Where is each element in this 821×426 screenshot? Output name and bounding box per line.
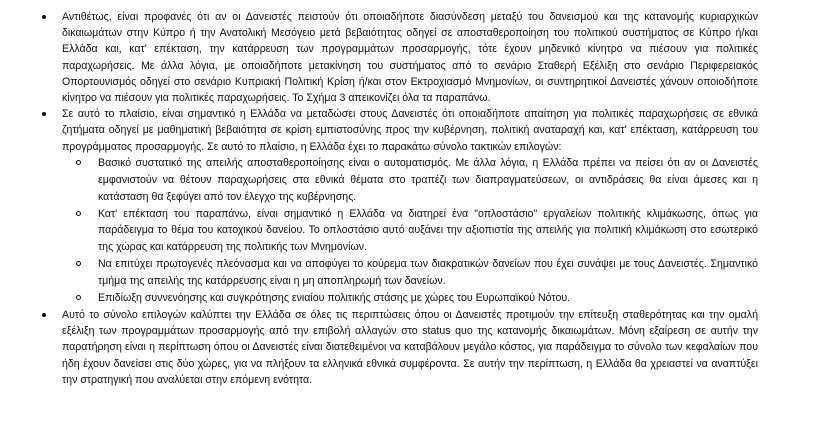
sub-bullet-item: [98, 155, 758, 206]
sub-bullet-text: Να επιτύχει πρωτογενές πλεόνασμα και να αποφύγει το κούρεμα των διακρατικών δανείων που έχει συνάψει με τους Δανειστές. Σημαντικό τμήμα της απειλής της κατάρρευσης είναι η μη αποπληρωμή των δανείων.: [98, 258, 758, 288]
sub-bullet-text: Βασικό συστατικό της απειλής αποσταθεροποίησης είναι ο αυτοματισμός. Με άλλα λόγια, η Ελλάδα πρέπει να πείσει ότι αν οι Δανειστές εμφανιστούν να θέτουν παραχωρήσεις στα εθνικά θέματα στο τραπέζι των διαπραγματεύσεων, οι αντιδράσεις θα είναι άμεσες και η κατάσταση θα ξεφύγει από τον έλεγχο της κυβέρνησης.: [98, 156, 758, 203]
bullet-item: [62, 9, 758, 106]
hollow-circle-bullet-icon: [76, 261, 81, 266]
sub-bullet-item: [98, 206, 758, 257]
paragraph-text: Αυτό το σύνολο επιλογών καλύπτει την Ελλάδα σε όλες τις περιπτώσεις όπου οι Δανειστές προτιμούν την επίτευξη σταθερότητας και την ομαλή εξέλιξη των προγραμμάτων προσαρμογής από την επιβολή αλλαγών στο status quo της κατανομής δικαιωμάτων. Μόνη εξαίρεση σε αυτήν την παρατήρηση είναι η περίπτωση όπου οι Δανειστές είναι διατεθειμένοι να καταβάλουν μεγάλο κόστος, για παράδειγμα το σύνολο των κεφαλαίων που ήδη έχουν δανείσει στις δύο χώρες, για να πλήξουν τα ελληνικά εθνικά συμφέροντα. Σε αυτήν την περίπτωση, η Ελλάδα θα χρειαστεί να αναπτύξει την στρατηγική που αναλύεται στην επόμενη ενότητα.: [62, 308, 758, 386]
hollow-circle-bullet-icon: [76, 211, 81, 216]
sub-bullet-item: [98, 256, 758, 290]
bullet-item: [62, 307, 758, 388]
sub-bullet-text: Επιδίωξη συννενόησης και συγκρότησης ενιαίου πολιτικής στάσης με χώρες του Ευρωπαϊκού Νότου.: [98, 292, 571, 305]
bullet-dot-icon: [42, 313, 46, 317]
sub-bullet-item: [98, 290, 758, 307]
bullet-list: [62, 9, 758, 388]
paragraph-text: Σε αυτό το πλαίσιο, είναι σημαντικό η Ελλάδα να μεταδώσει στους Δανειστές ότι οποιαδήποτε απαίτηση για πολιτικές παραχωρήσεις σε εθνικά ζητήματα οδηγεί με μαθηματική βεβαιότητα σε κρίση εμπιστοσύνης προς την κυβέρνηση, πολιτική αναταραχή και, κατ' επέκταση, κατάρρευση του προγράμματος προσαρμογής. Σε αυτό το πλαίσιο, η Ελλάδα έχει το παρακάτω σύνολο τακτικών επιλογών:: [62, 108, 758, 153]
paragraph-text: Αντιθέτως, είναι προφανές ότι αν οι Δανειστές πειστούν ότι οποιαδήποτε διασύνδεση μεταξύ του δανεισμού και της κατανομής κυριαρχικών δικαιωμάτων στην Κύπρο ή την Ανατολική Μεσόγειο μετά βεβαιότητας οδηγεί σε αποσταθεροποίηση του πολιτικού συστήματος σε Κύπρο ή/και Ελλάδα και, κατ' επέκταση, την κατάρρευση των προγραμμάτων προσαρμογής, τότε έχουν μηδενικό κίνητρο να πιέσουν για πολιτικές παραχωρήσεις. Με άλλα λόγια, με οποιαδήποτε μετακίνηση του συστήματος από το σενάριο Σταθερή Εξέλιξη στο σενάριο Περιφερειακός Οπορτουνισμός οδηγεί στο σενάριο Κυπριακή Πολιτική Κρίση ή/και στον Εκτροχιασμό Μνημονίων, οι συντηρητικοί Δανειστές χάνουν οποιοδήποτε κίνητρο να πιέσουν για πολιτικές παραχωρήσεις. Το Σχήμα 3 απεικονίζει όλα τα παραπάνω.: [62, 11, 758, 105]
hollow-circle-bullet-icon: [76, 295, 81, 300]
bullet-item: [62, 106, 758, 307]
sub-bullet-text: Κατ' επέκταση του παραπάνω, είναι σημαντικό η Ελλάδα να διατηρεί ένα "οπλοστάσιο" εργαλείων πολιτικής κλιμάκωσης, όπως για παράδειγμα το θέμα του κατοχικού δανείου. Το οπλοστάσιο αυτό αυξάνει την αξιοπιστία της απειλής για πολιτική κλιμάκωση στο εσωτερικό της χώρας και κατάρρευση της πολιτικής των Μνημονίων.: [98, 207, 758, 254]
bullet-dot-icon: [42, 15, 46, 19]
bullet-dot-icon: [42, 112, 46, 116]
hollow-circle-bullet-icon: [76, 160, 81, 165]
sub-bullet-list: [62, 155, 758, 307]
